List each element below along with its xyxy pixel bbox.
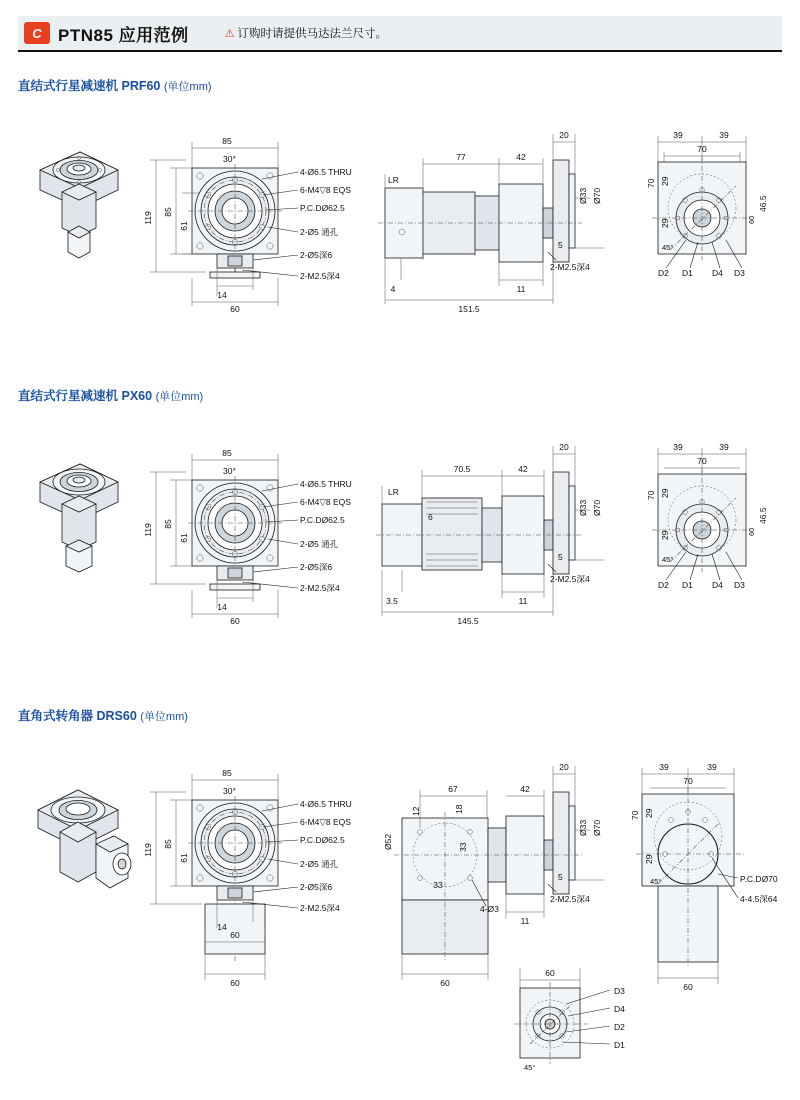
svg-text:39: 39	[673, 130, 683, 140]
section-prefix: 直角式转角器	[18, 709, 97, 723]
svg-text:14: 14	[217, 602, 227, 612]
callout-3: 2-Ø5 通孔	[300, 859, 339, 869]
svg-text:119: 119	[143, 523, 153, 537]
svg-text:Ø33: Ø33	[578, 819, 588, 836]
svg-text:LR: LR	[388, 487, 399, 497]
page-title: PTN85 应用范例	[58, 25, 189, 45]
callout-4: 2-Ø5深6	[300, 882, 333, 892]
front-view-drs60	[143, 768, 352, 988]
svg-text:70: 70	[697, 144, 707, 154]
svg-text:30°: 30°	[223, 786, 236, 796]
svg-text:5: 5	[558, 872, 563, 882]
svg-text:29: 29	[644, 854, 654, 864]
svg-text:42: 42	[518, 464, 528, 474]
svg-text:39: 39	[719, 130, 729, 140]
svg-text:2-M2.5深4: 2-M2.5深4	[550, 262, 590, 272]
svg-text:45°: 45°	[650, 877, 662, 886]
iso-view-drs60	[38, 790, 131, 888]
svg-text:Ø33: Ø33	[578, 499, 588, 516]
svg-text:45°: 45°	[662, 243, 674, 252]
svg-text:61: 61	[179, 853, 189, 863]
svg-text:119: 119	[143, 843, 153, 857]
section-prefix: 直结式行星减速机	[18, 79, 122, 93]
svg-text:14: 14	[217, 922, 227, 932]
callout-2: P.C.DØ62.5	[300, 835, 345, 845]
callout-1: 6-M4▽8 EQS	[300, 817, 351, 827]
page-header	[18, 16, 782, 52]
svg-text:67: 67	[448, 784, 458, 794]
svg-text:Ø70: Ø70	[592, 499, 602, 516]
svg-text:29: 29	[660, 218, 670, 228]
svg-text:5: 5	[558, 240, 563, 250]
side-view-px60	[376, 442, 604, 626]
svg-text:14: 14	[217, 290, 227, 300]
svg-text:18: 18	[454, 804, 464, 814]
callout-0: 4-Ø6.5 THRU	[300, 167, 352, 177]
section-model: PRF60	[121, 79, 161, 93]
svg-text:60: 60	[230, 978, 240, 988]
callout-1: 6-M4▽8 EQS	[300, 497, 351, 507]
bottom-detail-drs60	[514, 968, 625, 1072]
section-prefix: 直结式行星减速机	[18, 389, 122, 403]
svg-text:33: 33	[433, 880, 443, 890]
svg-text:Ø33: Ø33	[578, 187, 588, 204]
svg-text:Ø70: Ø70	[592, 187, 602, 204]
svg-text:70: 70	[646, 178, 656, 188]
svg-text:46.5: 46.5	[758, 195, 768, 212]
svg-text:70: 70	[630, 810, 640, 820]
svg-text:12: 12	[411, 806, 421, 816]
iso-view-px60	[40, 464, 118, 572]
order-note-text: 订购时请提供马达法兰尺寸。	[237, 28, 388, 40]
svg-text:85: 85	[163, 519, 173, 529]
svg-text:11: 11	[518, 596, 528, 606]
section-unit: (单位mm)	[163, 81, 212, 93]
svg-text:45°: 45°	[524, 1063, 536, 1072]
svg-text:39: 39	[659, 762, 669, 772]
front-view-px60	[143, 448, 352, 626]
svg-text:29: 29	[660, 488, 670, 498]
svg-text:D4: D4	[614, 1004, 625, 1014]
svg-text:20: 20	[559, 762, 569, 772]
brand-logo-icon: C	[24, 22, 50, 44]
svg-text:4-4.5深64: 4-4.5深64	[740, 894, 778, 904]
svg-text:11: 11	[516, 284, 526, 294]
svg-text:145.5: 145.5	[457, 616, 479, 626]
callout-5: 2-M2.5深4	[300, 271, 340, 281]
svg-text:85: 85	[222, 768, 232, 778]
order-note	[225, 25, 387, 41]
svg-text:42: 42	[520, 784, 530, 794]
svg-text:D2: D2	[614, 1022, 625, 1032]
svg-text:60: 60	[747, 215, 756, 224]
section-unit: (单位mm)	[155, 391, 204, 403]
svg-text:70: 70	[646, 490, 656, 500]
svg-text:5: 5	[558, 552, 563, 562]
svg-text:3.5: 3.5	[386, 596, 398, 606]
section-title-px60	[18, 386, 203, 404]
svg-text:151.5: 151.5	[458, 304, 480, 314]
callout-1: 6-M4▽8 EQS	[300, 185, 351, 195]
svg-text:85: 85	[163, 839, 173, 849]
callout-4: 2-Ø5深6	[300, 562, 333, 572]
svg-text:D2: D2	[658, 580, 669, 590]
svg-text:70: 70	[683, 776, 693, 786]
section-model: DRS60	[96, 709, 137, 723]
svg-text:85: 85	[222, 448, 232, 458]
svg-text:119: 119	[143, 211, 153, 225]
svg-text:46.5: 46.5	[758, 507, 768, 524]
svg-text:11: 11	[520, 916, 530, 926]
svg-text:70: 70	[697, 456, 707, 466]
svg-text:20: 20	[559, 130, 569, 140]
svg-text:P.C.DØ70: P.C.DØ70	[740, 874, 778, 884]
svg-text:42: 42	[516, 152, 526, 162]
callout-2: P.C.DØ62.5	[300, 203, 345, 213]
drawing-drs60	[10, 732, 790, 1082]
svg-text:D3: D3	[734, 268, 745, 278]
svg-text:Ø70: Ø70	[592, 819, 602, 836]
callout-2: P.C.DØ62.5	[300, 515, 345, 525]
side-view-drs60	[383, 762, 604, 988]
svg-text:D4: D4	[712, 580, 723, 590]
svg-text:60: 60	[230, 616, 240, 626]
svg-text:6: 6	[428, 512, 433, 522]
svg-text:20: 20	[559, 442, 569, 452]
callout-0: 4-Ø6.5 THRU	[300, 479, 352, 489]
rear-view-px60	[646, 442, 768, 590]
callout-4: 2-Ø5深6	[300, 250, 333, 260]
svg-text:85: 85	[163, 207, 173, 217]
svg-text:60: 60	[545, 968, 555, 978]
svg-text:45°: 45°	[662, 555, 674, 564]
front-view-prf60	[143, 136, 352, 314]
svg-text:D1: D1	[614, 1040, 625, 1050]
svg-text:4: 4	[390, 284, 396, 294]
rear-view-prf60	[646, 130, 768, 278]
section-unit: (单位mm)	[140, 711, 188, 723]
drawing-px60	[10, 412, 790, 647]
section-model: PX60	[121, 389, 153, 403]
svg-text:30°: 30°	[223, 154, 236, 164]
svg-text:39: 39	[673, 442, 683, 452]
svg-text:60: 60	[683, 982, 693, 992]
svg-text:4-Ø3: 4-Ø3	[480, 904, 499, 914]
svg-text:D1: D1	[682, 580, 693, 590]
svg-text:77: 77	[456, 152, 466, 162]
svg-text:39: 39	[719, 442, 729, 452]
svg-text:60: 60	[747, 527, 756, 536]
svg-text:D4: D4	[712, 268, 723, 278]
svg-text:61: 61	[179, 221, 189, 231]
svg-text:D1: D1	[682, 268, 693, 278]
side-view-prf60	[378, 130, 604, 314]
section-title-drs60	[18, 706, 188, 724]
svg-text:30°: 30°	[223, 466, 236, 476]
svg-text:LR: LR	[388, 175, 399, 185]
svg-text:39: 39	[707, 762, 717, 772]
callout-0: 4-Ø6.5 THRU	[300, 799, 352, 809]
svg-text:33: 33	[458, 842, 468, 852]
rear-view-drs60	[630, 762, 778, 992]
svg-text:85: 85	[222, 136, 232, 146]
callout-5: 2-M2.5深4	[300, 903, 340, 913]
svg-text:2-M2.5深4: 2-M2.5深4	[550, 574, 590, 584]
svg-text:29: 29	[660, 176, 670, 186]
warning-triangle-icon: ⚠	[224, 27, 235, 40]
svg-text:2-M2.5深4: 2-M2.5深4	[550, 894, 590, 904]
svg-text:60: 60	[440, 978, 450, 988]
svg-text:29: 29	[660, 530, 670, 540]
svg-text:29: 29	[644, 808, 654, 818]
svg-text:D2: D2	[658, 268, 669, 278]
iso-view-prf60	[40, 152, 118, 258]
svg-text:60: 60	[230, 304, 240, 314]
svg-text:Ø52: Ø52	[383, 833, 393, 850]
svg-text:61: 61	[179, 533, 189, 543]
svg-text:D3: D3	[614, 986, 625, 996]
drawing-prf60	[10, 100, 790, 335]
svg-text:D3: D3	[734, 580, 745, 590]
section-title-prf60	[18, 76, 212, 94]
callout-5: 2-M2.5深4	[300, 583, 340, 593]
callout-3: 2-Ø5 通孔	[300, 539, 339, 549]
svg-text:60: 60	[230, 930, 240, 940]
svg-text:70.5: 70.5	[453, 464, 471, 474]
callout-3: 2-Ø5 通孔	[300, 227, 339, 237]
